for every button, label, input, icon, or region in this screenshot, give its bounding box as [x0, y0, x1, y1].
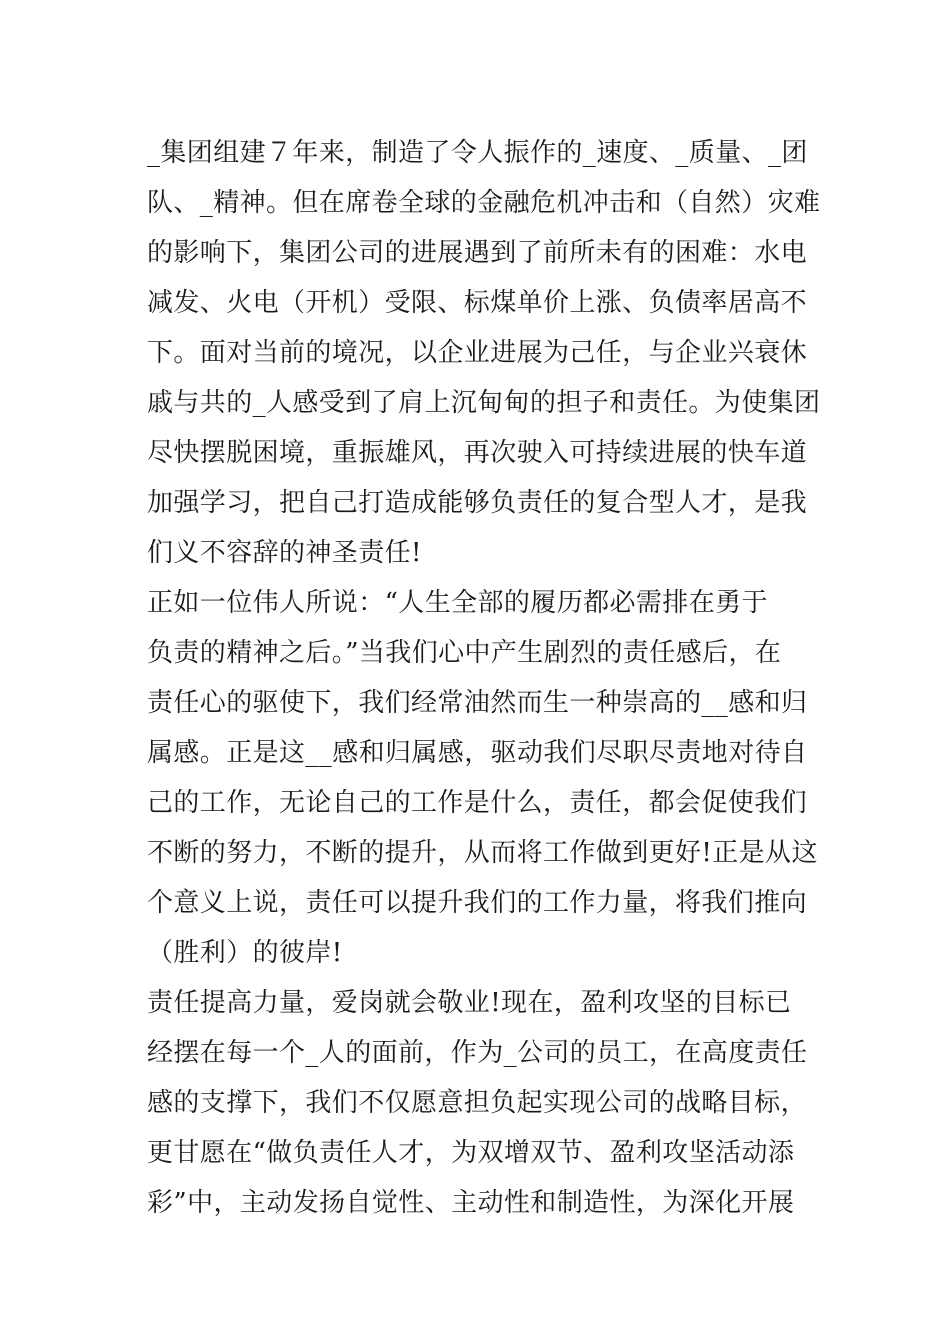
text-line: 加强学习，把自己打造成能够负责任的复合型人才，是我: [147, 488, 808, 518]
text-line: 的影响下，集团公司的进展遇到了前所未有的困难：水电: [147, 238, 808, 268]
text-line: 己的工作，无论自己的工作是什么，责任，都会促使我们: [147, 788, 808, 818]
document-body: [147, 128, 821, 1228]
text-line: 彩”中，主动发扬自觉性、主动性和制造性，为深化开展: [147, 1188, 795, 1218]
text-line: 队、_精神。但在席卷全球的金融危机冲击和（自然）灾难: [147, 188, 821, 218]
text-line: 尽快摆脱困境，重振雄风，再次驶入可持续进展的快车道: [147, 438, 808, 468]
text-line: _集团组建７年来，制造了令人振作的_速度、_质量、_团: [147, 138, 808, 168]
text-line: 负责的精神之后。”当我们心中产生剧烈的责任感后，在: [147, 638, 782, 668]
text-line: 们义不容辞的神圣责任!: [147, 538, 422, 568]
text-line: 经摆在每一个_人的面前，作为_公司的员工，在高度责任: [147, 1038, 808, 1068]
text-line: 更甘愿在“做负责任人才，为双增双节、盈利攻坚活动添: [147, 1138, 795, 1168]
text-line: 下。面对当前的境况，以企业进展为己任，与企业兴衰休: [147, 338, 808, 368]
text-line: 个意义上说，责任可以提升我们的工作力量，将我们推向: [147, 888, 808, 918]
text-line: （胜利）的彼岸!: [147, 938, 343, 968]
text-line: 属感。正是这__感和归属感，驱动我们尽职尽责地对待自: [147, 738, 808, 768]
text-line: 责任提高力量，爱岗就会敬业!现在，盈利攻坚的目标已: [147, 988, 792, 1018]
text-line: 不断的努力，不断的提升，从而将工作做到更好!正是从这: [147, 838, 818, 868]
text-line: 正如一位伟人所说：“人生全部的履历都必需排在勇于: [147, 588, 768, 618]
text-line: 戚与共的_人感受到了肩上沉甸甸的担子和责任。为使集团: [147, 388, 821, 418]
text-line: 感的支撑下，我们不仅愿意担负起实现公司的战略目标，: [147, 1088, 808, 1118]
text-line: 责任心的驱使下，我们经常油然而生一种崇高的__感和归: [147, 688, 808, 718]
text-line: 减发、火电（开机）受限、标煤单价上涨、负债率居高不: [147, 288, 808, 318]
